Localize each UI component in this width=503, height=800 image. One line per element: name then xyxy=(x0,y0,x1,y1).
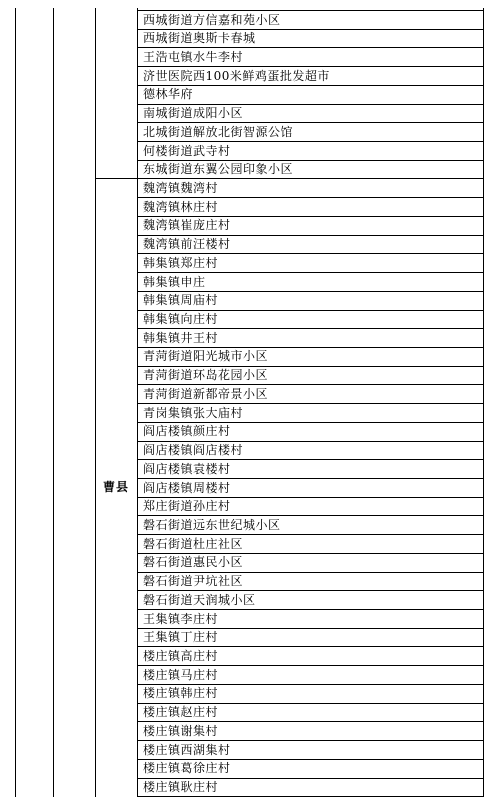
list-item: 青菏街道新都帝景小区 xyxy=(143,386,269,401)
list-item: 青菏街道环岛花园小区 xyxy=(143,368,269,383)
table-column-line xyxy=(95,8,96,797)
list-item: 磐石街道远东世纪城小区 xyxy=(143,517,281,532)
list-item: 楼庄镇葛徐庄村 xyxy=(143,761,231,776)
table-column-line xyxy=(53,8,54,797)
list-item: 楼庄镇韩庄村 xyxy=(143,686,219,701)
list-item: 磐石街道天润城小区 xyxy=(143,592,256,607)
table-row-line xyxy=(137,796,484,797)
list-item: 魏湾镇前汪楼村 xyxy=(143,237,231,252)
list-item: 青岗集镇张大庙村 xyxy=(143,405,244,420)
group-divider xyxy=(95,178,137,179)
list-item: 郑庄街道孙庄村 xyxy=(143,499,231,514)
list-item: 西城街道奥斯卡春城 xyxy=(143,31,256,46)
list-item: 阎店楼镇袁楼村 xyxy=(143,461,231,476)
list-item: 西城街道方信嘉和苑小区 xyxy=(143,12,281,27)
list-item: 东城街道东翼公园印象小区 xyxy=(143,162,294,177)
county-label: 曹县 xyxy=(102,480,129,495)
list-item: 楼庄镇马庄村 xyxy=(143,667,219,682)
list-item: 王浩屯镇水牛李村 xyxy=(143,49,244,64)
list-item: 磐石街道惠民小区 xyxy=(143,555,244,570)
list-item: 阎店楼镇周楼村 xyxy=(143,480,231,495)
list-item: 魏湾镇魏湾村 xyxy=(143,180,219,195)
list-item: 北城街道解放北街智源公馆 xyxy=(143,124,294,139)
list-item: 楼庄镇谢集村 xyxy=(143,723,219,738)
list-item: 魏湾镇崔庞庄村 xyxy=(143,218,231,233)
list-item: 楼庄镇高庄村 xyxy=(143,648,219,663)
list-item: 韩集镇井王村 xyxy=(143,330,219,345)
list-item: 魏湾镇林庄村 xyxy=(143,199,219,214)
list-item: 阎店楼镇阎店楼村 xyxy=(143,443,244,458)
list-item: 何楼街道武寺村 xyxy=(143,143,231,158)
list-item: 南城街道成阳小区 xyxy=(143,106,244,121)
list-item: 楼庄镇耿庄村 xyxy=(143,780,219,795)
list-item: 韩集镇周庙村 xyxy=(143,293,219,308)
table-column-line xyxy=(15,8,16,797)
list-item: 磐石街道杜庄社区 xyxy=(143,536,244,551)
list-item: 青菏街道阳光城市小区 xyxy=(143,349,269,364)
list-item: 阎店楼镇颜庄村 xyxy=(143,424,231,439)
list-item: 磐石街道尹坑社区 xyxy=(143,574,244,589)
list-item: 韩集镇向庄村 xyxy=(143,312,219,327)
list-item: 楼庄镇西湖集村 xyxy=(143,742,231,757)
list-item: 韩集镇郑庄村 xyxy=(143,255,219,270)
list-item: 王集镇李庄村 xyxy=(143,611,219,626)
list-item: 王集镇丁庄村 xyxy=(143,630,219,645)
list-item: 韩集镇申庄 xyxy=(143,274,206,289)
list-item: 德林华府 xyxy=(143,87,194,102)
list-item: 楼庄镇赵庄村 xyxy=(143,705,219,720)
list-item: 济世医院西100米鲜鸡蛋批发超市 xyxy=(143,68,330,83)
